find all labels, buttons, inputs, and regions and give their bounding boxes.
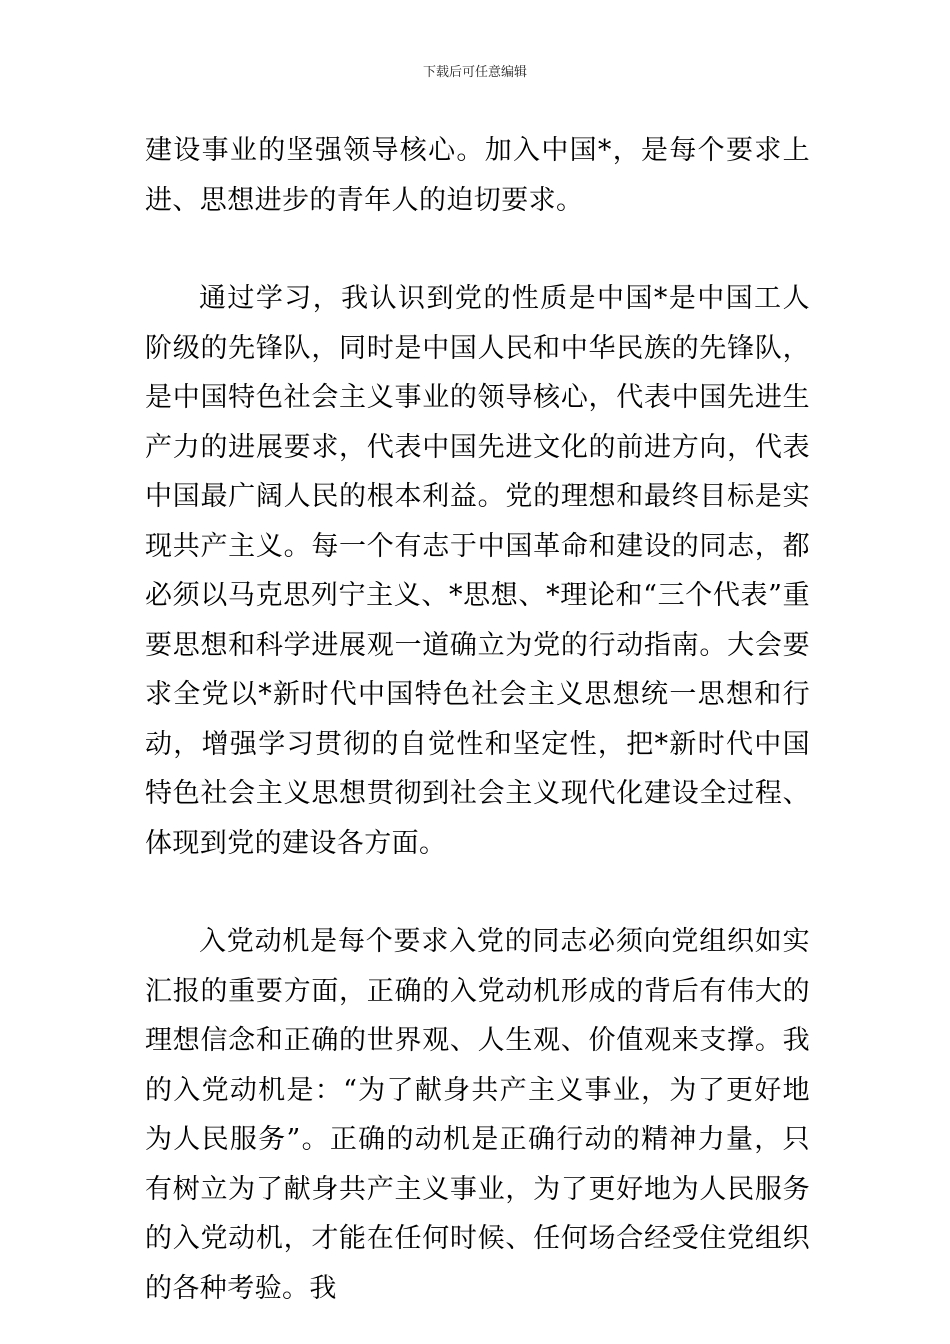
paragraph-3: 入党动机是每个要求入党的同志必须向党组织如实汇报的重要方面，正确的入党动机形成的背后有伟大的理想信念和正确的世界观、人生观、价值观来支撑。我的入党动机是：“为了献身共产主义事业，为了更好地为人民服务”。正确的动机是正确行动的精神力量，只有树立为了献身共产主义事业，为了更好地为人民服务的入党动机，才能在任何时候、任何场合经受住党组织的各种考验。我 bbox=[145, 926, 810, 1304]
paragraph-2: 通过学习，我认识到党的性质是中国*是中国工人阶级的先锋队，同时是中国人民和中华民族的先锋队，是中国特色社会主义事业的领导核心，代表中国先进生产力的进展要求，代表中国先进文化的前进方向，代表中国最广阔人民的根本利益。党的理想和最终目标是实现共产主义。每一个有志于中国革命和建设的同志，都必须以马克思列宁主义、*思想、*理论和“三个代表”重要思想和科学进展观一道确立为党的行动指南。大会要求全党以*新时代中国特色社会主义思想统一思想和行动，增强学习贯彻的自觉性和坚定性，把*新时代中国特色社会主义思想贯彻到社会主义现代化建设全过程、体现到党的建设各方面。 bbox=[145, 283, 810, 859]
page-header: 下载后可任意编辑 bbox=[422, 65, 527, 80]
document-body bbox=[145, 126, 810, 1313]
paragraph-1: 建设事业的坚强领导核心。加入中国*，是每个要求上进、思想进步的青年人的迫切要求。 bbox=[145, 135, 810, 216]
